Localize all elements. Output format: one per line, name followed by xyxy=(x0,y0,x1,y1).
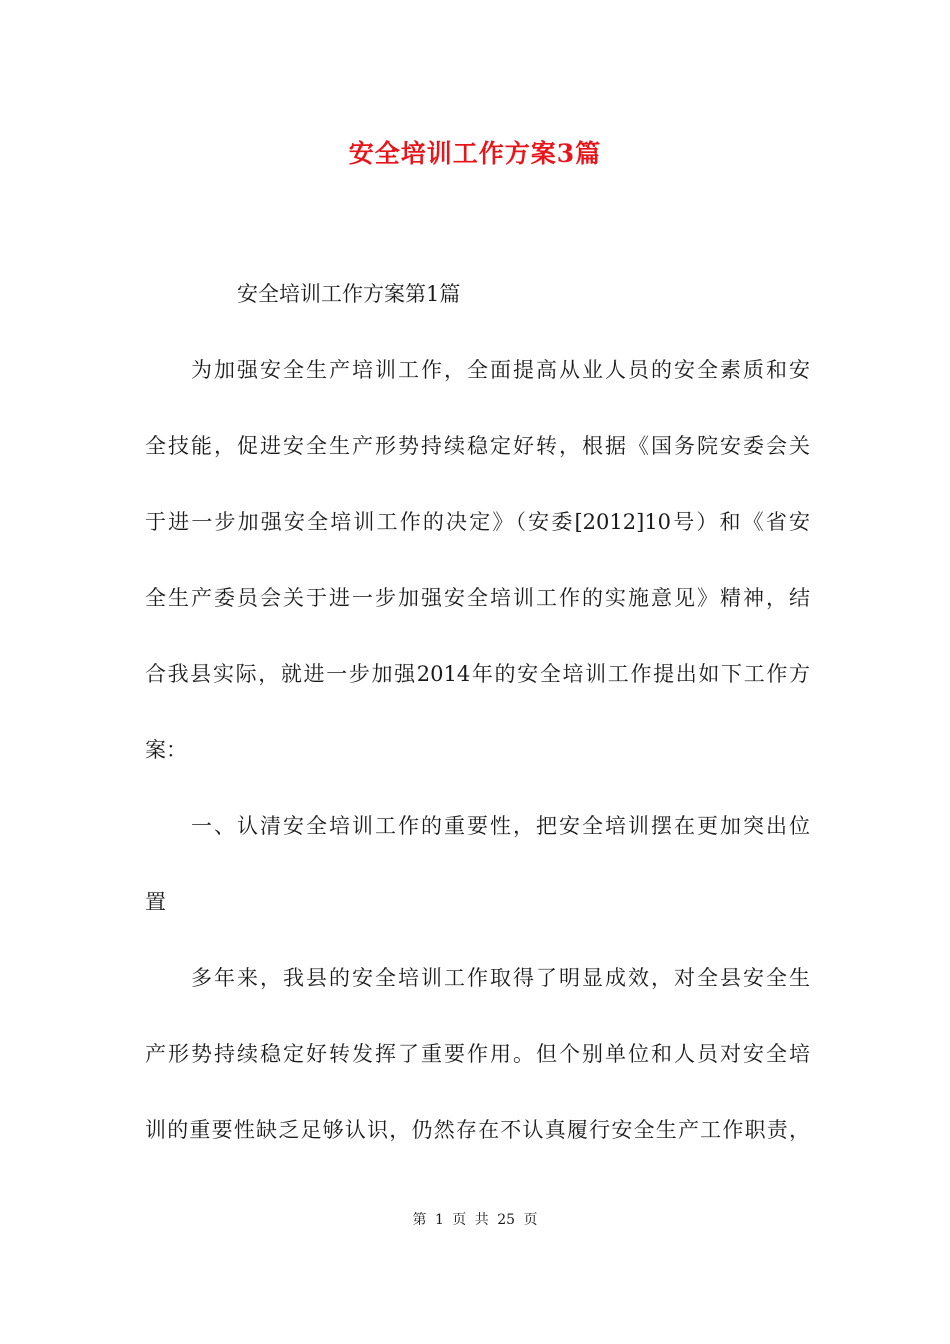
paragraph-line-4: 全生产委员会关于进一步加强安全培训工作的实施意见》精神，结 xyxy=(145,586,810,610)
paragraph-line-9: 训的重要性缺乏足够认识，仍然存在不认真履行安全生产工作职责， xyxy=(145,1118,810,1142)
heading-line-2: 置 xyxy=(145,890,166,914)
heading-line-1: 一、认清安全培训工作的重要性，把安全培训摆在更加突出位 xyxy=(191,814,810,838)
page-footer: 第 1 页 共 25 页 xyxy=(412,1212,538,1228)
paragraph-line-8: 产形势持续稳定好转发挥了重要作用。但个别单位和人员对安全培 xyxy=(145,1042,810,1066)
paragraph-line-6: 案： xyxy=(145,738,187,762)
paragraph-line-1: 为加强安全生产培训工作，全面提高从业人员的安全素质和安 xyxy=(191,358,810,382)
document-body xyxy=(145,256,810,1168)
paragraph-line-3: 于进一步加强安全培训工作的决定》（安委[2012]10号）和《省安 xyxy=(145,510,810,534)
paragraph-line-2: 全技能，促进安全生产形势持续稳定好转，根据《国务院安委会关 xyxy=(145,434,810,458)
section-heading: 安全培训工作方案第1篇 xyxy=(237,282,461,306)
document-title: 安全培训工作方案3篇 xyxy=(348,139,602,168)
paragraph-line-5: 合我县实际，就进一步加强2014年的安全培训工作提出如下工作方 xyxy=(145,662,810,686)
paragraph-line-7: 多年来，我县的安全培训工作取得了明显成效，对全县安全生 xyxy=(191,966,810,990)
